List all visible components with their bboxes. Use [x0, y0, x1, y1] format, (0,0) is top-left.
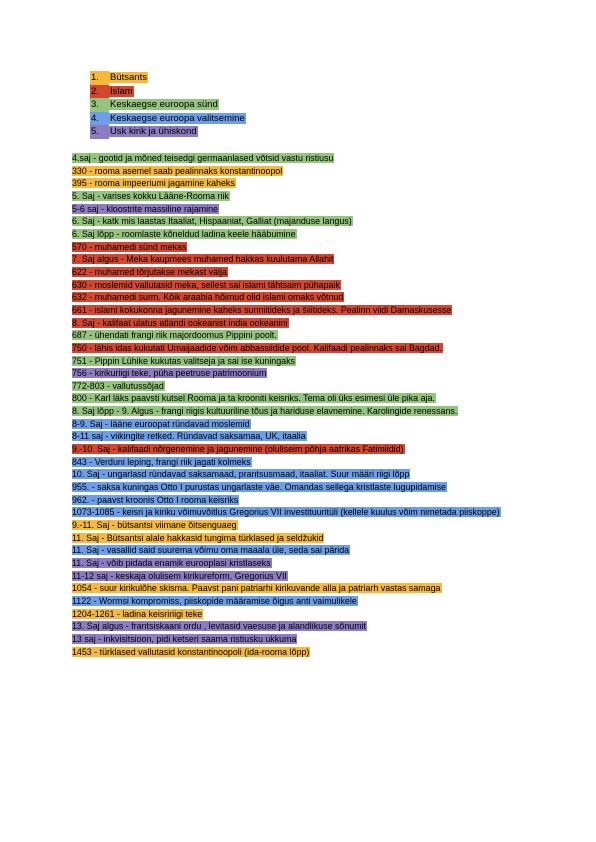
timeline-entry-text: 751 - Pippin Lühike kukutas valitseja ja sai ise kuningaks	[72, 355, 295, 366]
timeline-entry-text: 6. Saj - katk mis laastas Itaaliat, Hispaaniat, Galliat (majanduse langus)	[72, 216, 352, 227]
legend-item	[90, 125, 246, 139]
timeline-entry	[72, 241, 522, 254]
timeline-entry-text: 1204-1261 - ladina keisririigi teke	[72, 608, 203, 619]
timeline-entry	[72, 418, 522, 431]
timeline-entry-text: 8-9. Saj - lääne euroopat ründavad moslemid	[72, 418, 250, 429]
timeline-entry	[72, 456, 522, 469]
timeline-entry-text: 330 - rooma asemel saab pealinnaks konstantinoopol	[72, 165, 283, 176]
timeline-entry-text: 10. Saj - ungarlasd ründavad saksamaad, prantsusmaad, itaaliat. Suur määri riigi lõpp	[72, 469, 410, 480]
timeline-entry	[72, 367, 522, 380]
timeline-entry-text: 13. Saj algus - frantsiskaani ordu , levitasid vaesuse ja alandlikuse sõnumit	[72, 621, 367, 632]
timeline-entry	[72, 253, 522, 266]
timeline-entry	[72, 405, 522, 418]
timeline-entry	[72, 633, 522, 646]
timeline-entry	[72, 557, 522, 570]
timeline-entry-text: 962. - paavst kroonis Otto I rooma keisriks	[72, 494, 239, 505]
timeline-entry-text: 11. Saj - Bütsantsi alale hakkasid tungima türklased ja seldžukid	[72, 532, 324, 543]
timeline-entry-text: 4.saj - gootid ja mõned teisedgi germaanlased võtsid vastu ristiusu	[72, 153, 334, 163]
legend-number: 2.	[90, 85, 109, 99]
timeline-entry	[72, 266, 522, 279]
timeline-entry	[72, 228, 522, 241]
timeline-entry	[72, 608, 522, 621]
timeline-entry-text: 5-6 saj - kloostrite massiline rajamine	[72, 203, 218, 214]
timeline-entry-text: 395 - rooma impeeriumi jagamine kaheks	[72, 178, 235, 189]
timeline-entry	[72, 468, 522, 481]
timeline-entry	[72, 595, 522, 608]
timeline-entry-text: 7. Saj algus - Meka kaupmees muhamed hakkas kuulutama Allahit	[72, 254, 334, 265]
timeline-entry	[72, 152, 522, 165]
timeline-entry	[72, 620, 522, 633]
timeline-entry-text: 8. Saj lõpp - 9. Algus - frangi riigis kultuuriline tõus ja hariduse elavnemine. Karolingide renessans.	[72, 406, 458, 417]
timeline-entry-text: 5. Saj - varises kokku Lääne-Rooma riik	[72, 190, 229, 201]
timeline-entry-text: 661 - islami kokukonna jagunemine kaheks sunniitideks ja šiiitideks. Pealinn viidi Damaskusesse	[72, 304, 452, 315]
timeline-entry	[72, 304, 522, 317]
legend-item	[90, 98, 246, 112]
timeline-entry-text: 1122 - Wormsi kompromiss, piiskopide määramise õigus anti vaimulikele	[72, 595, 357, 606]
timeline-entry-text: 750 - lähis idas kukutati Umaijaadide võim abbassiidide pool. Kalifaadi pealinnaks sai Bagdad.	[72, 342, 443, 353]
timeline-entry-text: 772-803 - vallutussõjad	[72, 380, 164, 391]
timeline-entry-text: 8. Saj - kalifaat ulatus atlandi ookeanist india ookeanini	[72, 317, 288, 328]
timeline-entry-text: 756 - kirikuriigi teke, püha peetruse patrimoonium	[72, 368, 267, 379]
timeline-entry	[72, 279, 522, 292]
legend-label: Usk kirik ja ühiskond	[110, 126, 197, 138]
legend-item	[90, 85, 246, 99]
timeline-entry	[72, 532, 522, 545]
timeline-entry-text: 800 - Karl läks paavsti kutsel Rooma ja ta krooniti keisriks. Tema oli üks esimesi üle pika aja.	[72, 393, 435, 404]
timeline-entry	[72, 481, 522, 494]
timeline-entry-text: 1453 - türklased vallutasid konstantinoopoli (ida-rooma lõpp)	[72, 646, 310, 657]
timeline-entry	[72, 519, 522, 532]
legend-label: Islam	[110, 85, 133, 97]
legend-number: 1.	[90, 71, 109, 85]
timeline-entry	[72, 317, 522, 330]
timeline-entry	[72, 494, 522, 507]
timeline-entry-text: 843 - Verduni leping, frangi riik jagati kolmeks	[72, 456, 251, 467]
timeline-entry-text: 13 saj - inkvisitsioon, pidi ketseri saama ristiusku ukkuma	[72, 633, 297, 644]
timeline-list	[72, 152, 522, 658]
timeline-entry	[72, 506, 522, 519]
timeline-entry-text: 11. Saj - vasallid said suurema võimu oma maaala üle, seda sai pärida	[72, 545, 350, 556]
timeline-entry	[72, 342, 522, 355]
timeline-entry	[72, 392, 522, 405]
timeline-entry-text: 6. Saj lõpp - roomlaste kõneldud ladina keele hääbumine	[72, 228, 296, 239]
legend-label: Bütsants	[110, 72, 147, 83]
timeline-entry-text: 9.-10. Saj - kalifaadi nõrgenemine ja jagunemine (oluliseim põhja aafrikas Fatimiidid)	[72, 444, 404, 455]
timeline-entry-text: 11. Saj - võib pidada enamik eurooplasi kristlaseks	[72, 558, 271, 568]
timeline-entry-text: 570 - muhamedi sünd mekas	[72, 241, 187, 252]
timeline-entry	[72, 190, 522, 203]
legend-number: 5.	[90, 125, 109, 139]
timeline-entry-text: 622 - muhamed tõrjutakse mekast välja	[72, 266, 227, 277]
legend-number: 4.	[90, 112, 109, 126]
timeline-entry	[72, 544, 522, 557]
timeline-entry-text: 8-11 saj - viikingite retked. Ründavad saksamaa, UK, itaalia	[72, 431, 306, 442]
timeline-entry	[72, 443, 522, 456]
timeline-entry	[72, 165, 522, 178]
timeline-entry	[72, 430, 522, 443]
timeline-entry-text: 1073-1085 - keisri ja kiriku võimuvõitlus Gregorius VII investituuritüli (kellele kuulus võim nimetada piiskoppe)	[72, 507, 500, 518]
timeline-entry-text: 955. - saksa kuningas Otto I purustas ungarlaste väe. Omandas sellega kristlaste lugupidamise	[72, 482, 446, 493]
timeline-entry-text: 630 - moslemid vallutasid meka, sellest sai islami tähtsaim pühapaik	[72, 279, 340, 290]
timeline-entry-text: 632 - muhamedi surm. Kõik araabia hõimud olid islami omaks võtnud	[72, 292, 344, 303]
timeline-entry	[72, 646, 522, 659]
color-legend	[90, 71, 246, 139]
timeline-entry	[72, 203, 522, 216]
legend-item	[90, 112, 246, 126]
legend-label: Keskaegse euroopa valitsemine	[110, 112, 245, 124]
timeline-entry	[72, 355, 522, 368]
timeline-entry-text: 11-12 saj - keskaja olulisem kirikureform, Gregorius VII	[72, 570, 287, 581]
legend-item	[90, 71, 246, 85]
timeline-entry	[72, 380, 522, 393]
timeline-entry	[72, 215, 522, 228]
timeline-entry	[72, 570, 522, 583]
legend-label: Keskaegse euroopa sünd	[110, 99, 218, 111]
timeline-entry-text: 687 - ühendati frangi riik majordoomus Pippini poolt.	[72, 330, 277, 341]
timeline-entry-text: 1054 - suur kirikulõhe skisma. Paavst pani patriarhi kirikuvande alla ja patriarh vastas samaga	[72, 583, 441, 594]
timeline-entry	[72, 582, 522, 595]
timeline-entry	[72, 329, 522, 342]
timeline-entry	[72, 291, 522, 304]
timeline-entry-text: 9.-11. Saj - bütsantsi viimane õitsenguaeg	[72, 520, 237, 531]
legend-number: 3.	[90, 98, 109, 112]
timeline-entry	[72, 177, 522, 190]
